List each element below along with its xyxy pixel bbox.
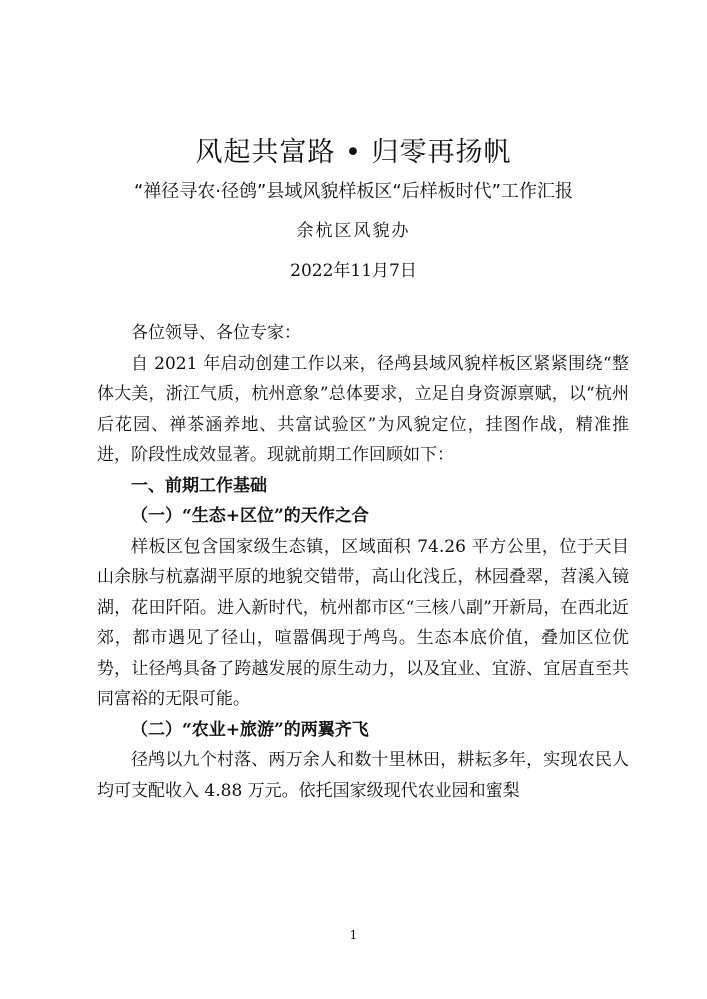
intro-paragraph: 自 2021 年启动创建工作以来，径鸬县域风貌样板区紧紧围绕“整体大美，浙江气质，杭州意象”总体要求，立足自身资源禀赋，以“杭州后花园、禅茶涵养地、共富试验区”为风貌定位，挂图作战，精准推进，阶段性成效显著。现就前期工作回顾如下：	[97, 353, 629, 465]
page-number: 1	[349, 928, 358, 942]
document-organization: 余杭区风貌办	[296, 221, 411, 241]
section-heading-1: 一、前期工作基础	[131, 475, 267, 496]
subsection-heading-2: （二）“农业+旅游”的两翼齐飞	[131, 719, 369, 740]
document-date: 2022年11月7日	[290, 261, 417, 281]
subsection-paragraph-1: 样板区包含国家级生态镇，区域面积 74.26 平方公里，位于天目山余脉与杭嘉湖平原的地貌交错带，高山化浅丘，林园叠翠，苕溪入镜湖，花田阡陌。进入新时代，杭州都市区“三核八副”开新局，在西北近郊，都市遇见了径山，喧嚣偶现于鸬鸟。生态本底价值，叠加区位优势，让径鸬具备了跨越发展的原生动力，以及宜业、宜游、宜居直至共同富裕的无限可能。	[97, 536, 629, 709]
document-title: 风起共富路 • 归零再扬帆	[195, 137, 512, 168]
salutation: 各位领导、各位专家：	[131, 323, 301, 343]
subsection-heading-1: （一）“生态+区位”的天作之合	[131, 506, 369, 526]
subsection-paragraph-2: 径鸬以九个村落、两万余人和数十里林田，耕耘多年，实现农民人均可支配收入 4.88 万元。依托国家级现代农业园和蜜梨	[97, 750, 629, 801]
document-subtitle: “禅径寻农·径鸧”县域风貌样板区“后样板时代”工作汇报	[133, 181, 574, 202]
document-body	[97, 318, 629, 806]
